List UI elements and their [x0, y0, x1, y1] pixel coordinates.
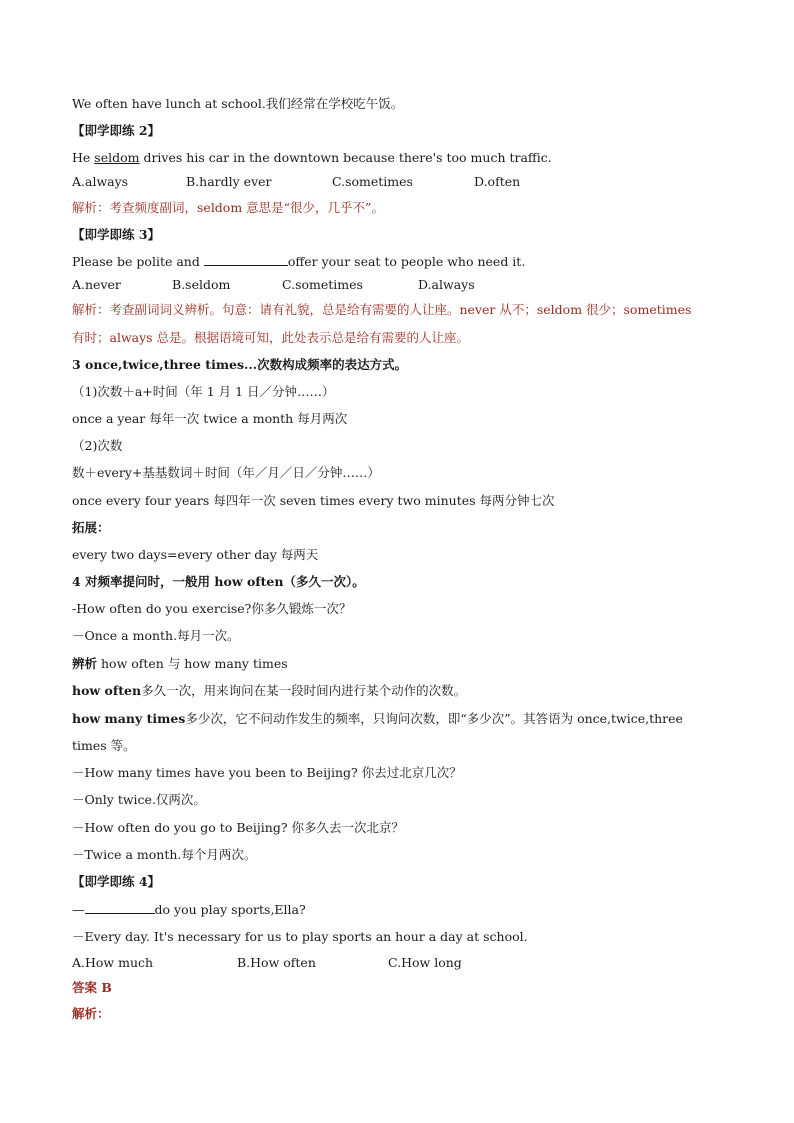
dialogue-line-4: －Twice a month.每个月两次。	[72, 847, 257, 862]
section-4-heading: 4 对频率提问时，一般用 how often（多久一次）。	[72, 574, 365, 589]
option-b: B.How often	[237, 955, 316, 970]
extension-heading: 拓展：	[72, 520, 110, 535]
exercise-4-question	[72, 901, 306, 918]
dialogue-line-3: －How often do you go to Beijing? 你多久去一次北京？	[72, 820, 405, 835]
option-d: D.always	[418, 277, 475, 292]
option-b: B.seldom	[172, 277, 231, 292]
option-a: A.always	[72, 174, 129, 189]
distinction-label: 辨析	[72, 656, 98, 671]
exercise-3-analysis-line-1: 解析：考查副词词义辨析。句意：请有礼貌，总是给有需要的人让座。never 从不；seldom 很少；sometimes	[72, 302, 692, 317]
extension-text: every two days=every other day 每两天	[72, 547, 319, 562]
section-4-question: -How often do you exercise?你多久锻炼一次？	[72, 601, 352, 616]
how-many-times-explanation-cont: times 等。	[72, 738, 136, 753]
how-often-text: 多久一次，用来询问在某一段时间内进行某个动作的次数。	[141, 683, 467, 698]
section-3-point-2-example: once every four years 每四年一次 seven times every two minutes 每两分钟七次	[72, 493, 555, 508]
section-4-answer: －Once a month.每月一次。	[72, 628, 240, 643]
section-3-point-2-rule: 数＋every+基基数词＋时间（年／月／日／分钟……）	[72, 465, 380, 480]
option-c: C.sometimes	[282, 277, 363, 292]
section-3-heading: 3 once,twice,three times...次数构成频率的表达方式。	[72, 357, 408, 372]
exercise-4-heading: 【即学即练 4】	[72, 874, 161, 889]
how-often-term: how often	[72, 683, 142, 698]
exercise-4-response: －Every day. It's necessary for us to play sports an hour a day at school.	[72, 929, 528, 944]
section-3-point-2: （2)次数	[72, 438, 123, 453]
how-many-times-explanation	[72, 711, 683, 727]
exercise-3-analysis-line-2: 有时；always 总是。根据语境可知，此处表示总是给有需要的人让座。	[72, 330, 470, 345]
how-many-times-text: 多少次，它不问动作发生的频率，只询问次数，即“多少次”。其答语为 once,twice,three	[185, 711, 683, 726]
section-3-point-1-example: once a year 每年一次 twice a month 每月两次	[72, 411, 348, 426]
option-d: D.often	[474, 174, 521, 189]
underlined-word: seldom	[94, 150, 140, 165]
question-text: He	[72, 150, 95, 165]
exercise-3-question	[72, 253, 525, 270]
exercise-4-answer: 答案 B	[72, 980, 112, 995]
how-often-explanation	[72, 683, 466, 699]
distinction-text: how often 与 how many times	[97, 656, 288, 671]
exercise-2-analysis: 解析：考查频度副词，seldom 意思是“很少，几乎不”。	[72, 200, 384, 215]
question-text: Please be polite and	[72, 254, 204, 269]
how-many-times-term: how many times	[72, 711, 186, 726]
option-a: A.never	[72, 277, 121, 292]
exercise-2-question	[72, 150, 552, 166]
option-a: A.How much	[72, 955, 154, 970]
example-sentence: We often have lunch at school.我们经常在学校吃午饭。	[72, 96, 404, 111]
dialogue-line-1: －How many times have you been to Beijing? 你去过北京几次？	[72, 765, 462, 780]
answer-blank	[204, 253, 288, 266]
exercise-2-heading: 【即学即练 2】	[72, 123, 161, 138]
question-text: —	[72, 902, 85, 917]
exercise-4-analysis: 解析：	[72, 1006, 110, 1021]
option-b: B.hardly ever	[186, 174, 272, 189]
option-c: C.How long	[388, 955, 462, 970]
answer-blank	[85, 901, 155, 914]
dialogue-line-2: －Only twice.仅两次。	[72, 792, 206, 807]
distinction-line	[72, 656, 288, 672]
section-3-point-1: （1)次数＋a+时间（年 1 月 1 日／分钟……）	[72, 384, 335, 399]
option-c: C.sometimes	[332, 174, 413, 189]
question-text: offer your seat to people who need it.	[287, 254, 526, 269]
question-text: drives his car in the downtown because there's too much traffic.	[139, 150, 552, 165]
question-text: do you play sports,Ella?	[154, 902, 306, 917]
exercise-3-heading: 【即学即练 3】	[72, 227, 161, 242]
